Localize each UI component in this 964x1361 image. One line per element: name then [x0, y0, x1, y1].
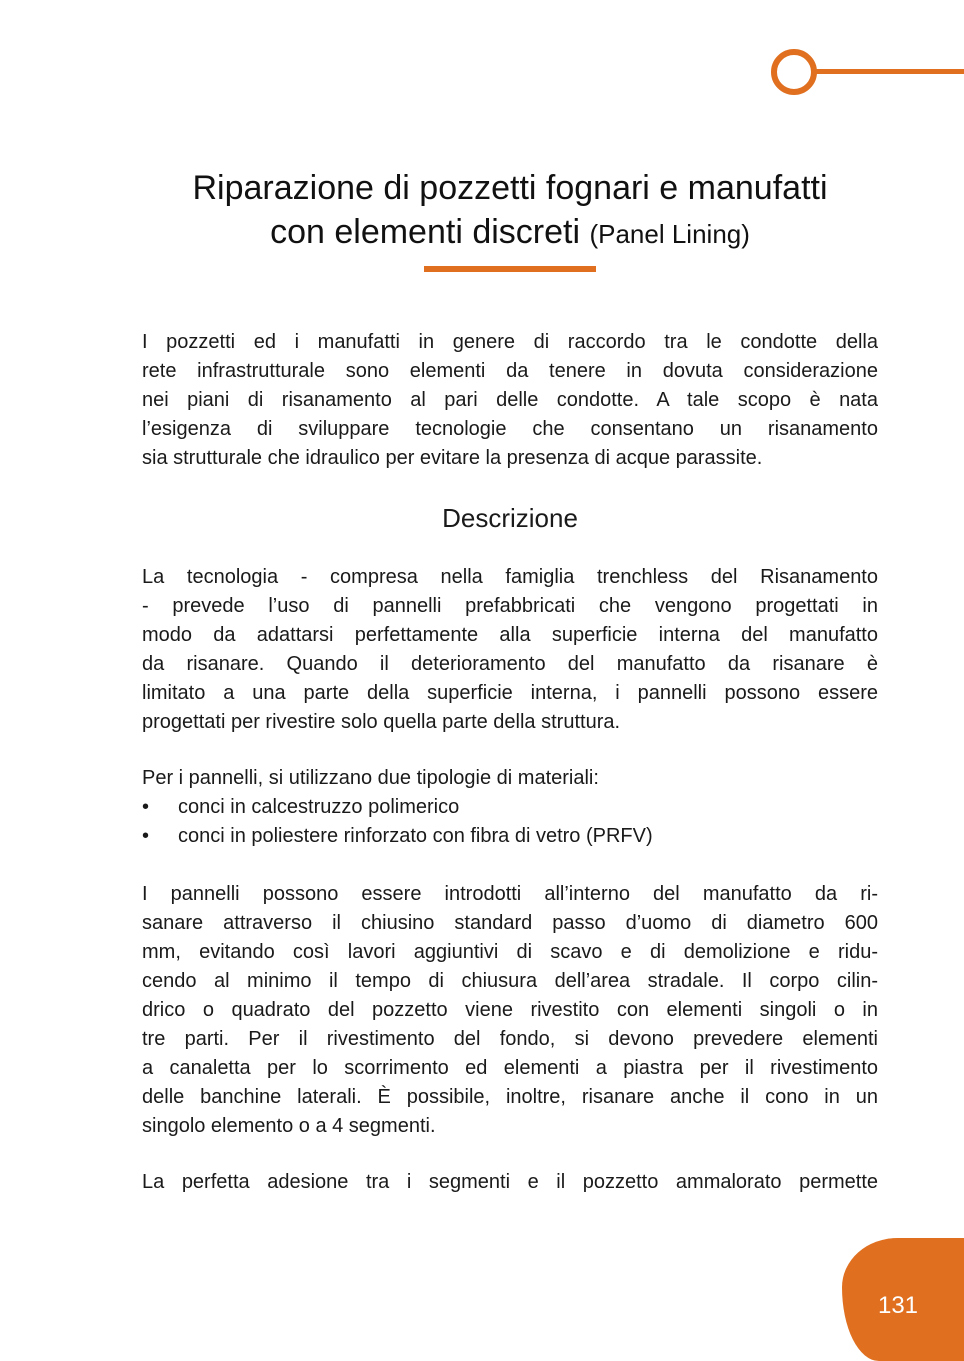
text-line: tre parti. Per il rivestimento del fondo, si devono prevedere elementi [142, 1028, 878, 1050]
text-line: nei piani di risanamento al pari delle condotte. A tale scopo è nata [142, 389, 878, 411]
text-line: mm, evitando così lavori aggiuntivi di scavo e di demolizione e ridu- [142, 941, 878, 963]
title-underline [424, 266, 596, 272]
text-line: I pozzetti ed i manufatti in genere di raccordo tra le condotte della [142, 331, 878, 353]
list-item [142, 822, 878, 851]
text-line: I pannelli possono essere introdotti all’interno del manufatto da ri- [142, 883, 878, 905]
text-line: drico o quadrato del pozzetto viene rivestito con elementi singoli o in [142, 999, 878, 1021]
text-line: delle banchine laterali. È possibile, inoltre, risanare anche il cono in un [142, 1086, 878, 1108]
text-line: La tecnologia - compresa nella famiglia trenchless del Risanamento [142, 566, 878, 588]
decorative-line [810, 69, 964, 74]
title-line-2: con elementi discreti [270, 213, 581, 251]
list-item-text: conci in poliestere rinforzato con fibra di vetro (PRFV) [178, 825, 653, 847]
text-line: da risanare. Quando il deterioramento del manufatto da risanare è [142, 653, 878, 675]
decorative-circle-icon [771, 49, 817, 95]
list-item-text: conci in calcestruzzo polimerico [178, 796, 460, 818]
materials-paragraph [142, 764, 878, 851]
text-line: l’esigenza di sviluppare tecnologie che consentano un risanamento [142, 418, 878, 440]
adhesion-paragraph [142, 1168, 878, 1197]
text-line: sanare attraverso il chiusino standard passo d’uomo di diametro 600 [142, 912, 878, 934]
text-line: limitato a una parte della superficie interna, i pannelli possono essere [142, 682, 878, 704]
title-subtitle: (Panel Lining) [589, 219, 750, 249]
text-line: rete infrastrutturale sono elementi da tenere in dovuta considerazione [142, 360, 878, 382]
description-paragraph [142, 563, 878, 737]
section-heading: Descrizione [442, 503, 578, 533]
materials-intro: Per i pannelli, si utilizzano due tipologie di materiali: [142, 767, 599, 789]
title-line-1: Riparazione di pozzetti fognari e manufatti [192, 169, 828, 207]
text-line: La perfetta adesione tra i segmenti e il pozzetto ammalorato permette [142, 1171, 878, 1193]
text-line: - prevede l’uso di pannelli prefabbricati che vengono progettati in [142, 595, 878, 617]
text-line: cendo al minimo il tempo di chiusura dell’area stradale. Il corpo cilin- [142, 970, 878, 992]
text-line: modo da adattarsi perfettamente alla superficie interna del manufatto [142, 624, 878, 646]
intro-paragraph [142, 328, 878, 473]
page-number: 131 [877, 1292, 919, 1319]
text-line: sia strutturale che idraulico per evitare la presenza di acque parassite. [142, 447, 763, 469]
text-line: a canaletta per lo scorrimento ed elementi a piastra per il rivestimento [142, 1057, 878, 1079]
page-title [60, 166, 960, 256]
text-line: singolo elemento o a 4 segmenti. [142, 1115, 436, 1137]
installation-paragraph [142, 880, 878, 1141]
bullet-icon: • [142, 796, 150, 818]
bullet-icon: • [142, 825, 150, 847]
list-item [142, 793, 878, 822]
text-line: progettati per rivestire solo quella parte della struttura. [142, 711, 621, 733]
